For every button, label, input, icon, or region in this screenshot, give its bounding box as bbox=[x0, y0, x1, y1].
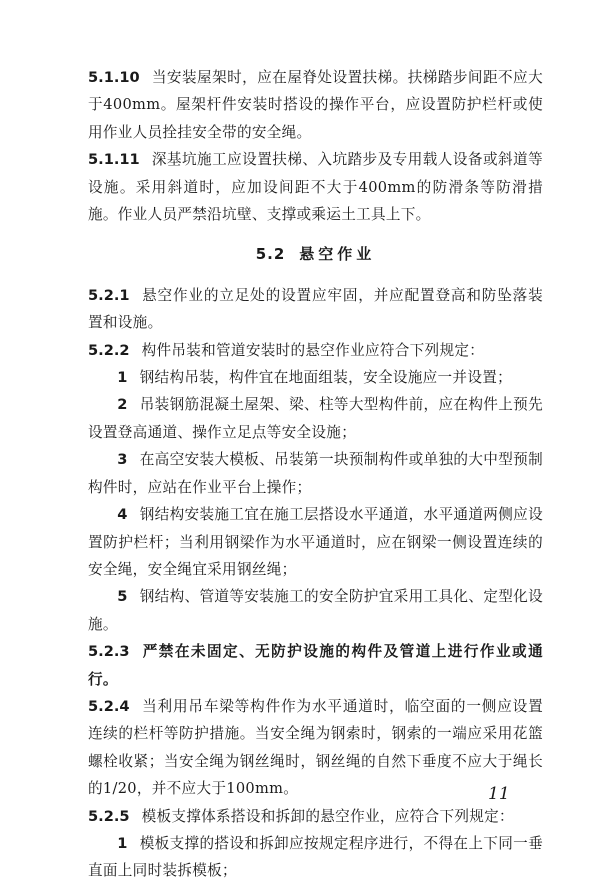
item-text: 模板支撑的搭设和拆卸应按规定程序进行，不得在上下同一垂直面上同时装拆模板； bbox=[88, 834, 543, 880]
item-text: 钢结构吊装，构件宜在地面组装，安全设施应一并设置； bbox=[139, 369, 513, 387]
clause-5-2-5 bbox=[88, 803, 543, 830]
clause-text: 严禁在未固定、无防护设施的构件及管道上进行作业或通行。 bbox=[88, 643, 543, 688]
list-item bbox=[88, 446, 543, 501]
clause-5-2-2 bbox=[88, 337, 543, 364]
clause-number: 5.2.5 bbox=[88, 807, 130, 825]
list-item bbox=[88, 501, 543, 583]
clause-number: 5.1.11 bbox=[88, 151, 140, 169]
list-item bbox=[88, 830, 543, 885]
clause-number: 5.2.3 bbox=[88, 643, 130, 661]
section-title: 悬空作业 bbox=[299, 245, 376, 264]
clause-text: 深基坑施工应设置扶梯、入坑踏步及专用载人设备或斜道等设施。采用斜道时，应加设间距不大于400mm的防滑条等防滑措施。作业人员严禁沿坑壁、支撑或乘运土工具上下。 bbox=[88, 151, 543, 224]
item-text: 钢结构、管道等安装施工的安全防护宜采用工具化、定型化设施。 bbox=[88, 588, 543, 633]
clause-5-1-11 bbox=[88, 146, 543, 228]
body-text bbox=[88, 64, 543, 885]
item-text: 钢结构安装施工宜在施工层搭设水平通道，水平通道两侧应设置防护栏杆；当利用钢梁作为水平通道时，应在钢梁一侧设置连续的安全绳，安全绳宜采用钢丝绳； bbox=[88, 506, 543, 578]
clause-number: 5.1.10 bbox=[88, 69, 140, 86]
clause-number: 5.2.4 bbox=[88, 697, 130, 715]
clause-text: 构件吊装和管道安装时的悬空作业应符合下列规定： bbox=[141, 341, 485, 359]
page-number: 11 bbox=[488, 784, 510, 804]
list-item bbox=[88, 364, 543, 391]
item-number: 1 bbox=[117, 369, 128, 387]
clause-number: 5.2.2 bbox=[88, 341, 130, 359]
clause-text: 悬空作业的立足处的设置应牢固，并应配置登高和防坠落装置和设施。 bbox=[88, 286, 543, 332]
item-text: 吊装钢筋混凝土屋架、梁、柱等大型构件前，应在构件上预先设置登高通道、操作立足点等安全设施； bbox=[88, 396, 543, 441]
item-number: 4 bbox=[117, 506, 128, 524]
section-number: 5.2 bbox=[255, 245, 286, 264]
clause-text: 当利用吊车梁等构件作为水平通道时，临空面的一侧应设置连续的栏杆等防护措施。当安全绳为钢索时，钢索的一端应采用花篮螺栓收紧；当安全绳为钢丝绳时，钢丝绳的自然下垂度不应大于绳长的1/20，并不应大于100mm。 bbox=[88, 697, 543, 798]
item-number: 5 bbox=[117, 588, 128, 606]
clause-text: 当安装屋架时，应在屋脊处设置扶梯。扶梯踏步间距不应大于400mm。屋架杆件安装时搭设的操作平台，应设置防护栏杆或使用作业人员拴挂安全带的安全绳。 bbox=[88, 69, 543, 141]
list-item bbox=[88, 583, 543, 638]
list-item bbox=[88, 391, 543, 446]
clause-5-2-4 bbox=[88, 693, 543, 803]
item-number: 1 bbox=[117, 834, 128, 852]
clause-text: 模板支撑体系搭设和拆卸的悬空作业，应符合下列规定： bbox=[141, 807, 514, 825]
clause-number: 5.2.1 bbox=[88, 286, 130, 304]
clause-5-2-3 bbox=[88, 638, 543, 693]
clause-5-2-1 bbox=[88, 282, 543, 337]
section-heading bbox=[88, 241, 543, 268]
item-number: 3 bbox=[117, 451, 128, 469]
item-text: 在高空安装大模板、吊装第一块预制构件或单独的大中型预制构件时，应站在作业平台上操作； bbox=[88, 451, 543, 496]
clause-5-1-10 bbox=[88, 64, 543, 146]
item-number: 2 bbox=[117, 396, 128, 414]
